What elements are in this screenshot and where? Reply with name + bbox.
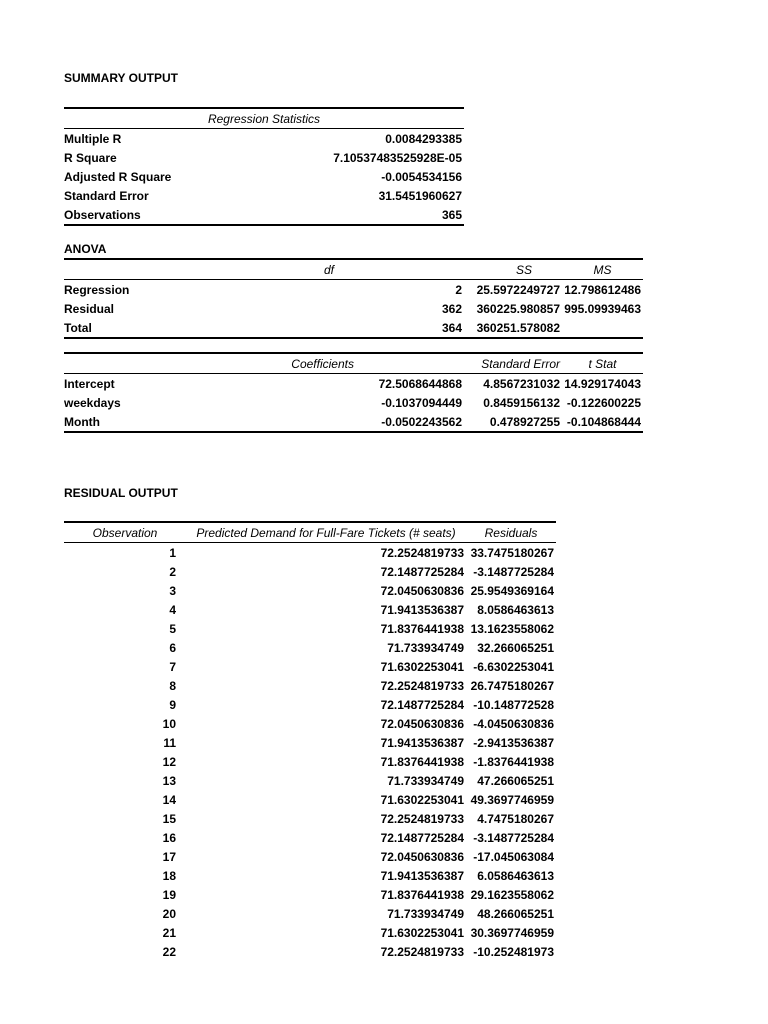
observation-number: 10 — [162, 716, 176, 731]
table-row — [64, 412, 643, 432]
table-row — [64, 885, 556, 904]
residual-output-title: RESIDUAL OUTPUT — [64, 486, 178, 500]
anova-ms: 12.798612486 — [564, 282, 641, 297]
anova-ms — [562, 318, 643, 338]
predicted-value: 72.1487725284 — [380, 830, 464, 845]
coef-value: -0.1037094449 — [381, 395, 462, 410]
observation-number: 16 — [162, 830, 176, 845]
anova-ss: 360225.980857 — [476, 301, 560, 316]
residual-value: -17.045063084 — [473, 849, 554, 864]
stat-value: 31.5451960627 — [378, 188, 462, 203]
coef-se: 0.478927255 — [464, 412, 562, 432]
observation-number: 7 — [169, 659, 176, 674]
stat-value: 7.10537483525928E-05 — [333, 150, 462, 165]
anova-row-label: Residual — [64, 301, 115, 316]
observation-number: 20 — [162, 906, 176, 921]
coef-se: 0.8459156132 — [483, 395, 560, 410]
residual-value: 25.9549369164 — [470, 583, 554, 598]
predicted-value: 72.2524819733 — [380, 678, 464, 693]
coef-row-label: weekdays — [64, 395, 121, 410]
coef-value: -0.0502243562 — [282, 412, 464, 432]
table-row — [64, 318, 643, 338]
table-row — [64, 676, 556, 695]
predicted-value: 72.2524819733 — [380, 944, 464, 959]
residual-value: -3.1487725284 — [473, 830, 554, 845]
predicted-value: 71.9413536387 — [380, 602, 464, 617]
coef-t: -0.122600225 — [566, 395, 641, 410]
table-row — [64, 809, 556, 828]
predicted-value: 72.0450630836 — [380, 716, 464, 731]
observation-number: 14 — [162, 792, 176, 807]
coef-header-t-stat: t Stat — [562, 353, 643, 374]
table-row — [64, 280, 643, 300]
table-row — [64, 790, 556, 809]
observation-number: 11 — [163, 735, 176, 750]
table-row — [64, 733, 556, 752]
stat-label: R Square — [64, 150, 117, 165]
residual-header-predicted: Predicted Demand for Full-Fare Tickets (# seats) — [186, 522, 466, 543]
table-row — [64, 771, 556, 790]
residual-header-residuals: Residuals — [466, 522, 556, 543]
observation-number: 18 — [162, 868, 176, 883]
observation-number: 15 — [162, 811, 176, 826]
coef-row-label: Month — [64, 412, 282, 432]
anova-header-blank — [64, 259, 282, 280]
table-row — [64, 393, 643, 412]
stat-value: 365 — [245, 205, 464, 225]
table-row — [64, 847, 556, 866]
table-row — [64, 752, 556, 771]
residual-value: 13.1623558062 — [470, 621, 554, 636]
predicted-value: 71.8376441938 — [380, 621, 464, 636]
observation-number: 9 — [169, 697, 176, 712]
anova-title: ANOVA — [64, 242, 107, 256]
coef-t: -0.104868444 — [562, 412, 643, 432]
summary-output-title: SUMMARY OUTPUT — [64, 71, 178, 85]
regression-statistics-header: Regression Statistics — [64, 108, 464, 129]
table-row — [64, 129, 464, 149]
predicted-value: 71.9413536387 — [380, 868, 464, 883]
observation-number: 5 — [169, 621, 176, 636]
table-row — [64, 186, 464, 205]
anova-row-label: Total — [64, 318, 282, 338]
stat-label: Adjusted R Square — [64, 169, 172, 184]
anova-df: 364 — [282, 318, 464, 338]
table-row — [64, 600, 556, 619]
coef-header-standard-error: Standard Error — [464, 353, 562, 374]
stat-label: Multiple R — [64, 131, 122, 146]
predicted-value: 71.9413536387 — [380, 735, 464, 750]
observation-number: 13 — [162, 773, 176, 788]
coef-value: 72.5068644868 — [378, 376, 462, 391]
residual-value: -1.8376441938 — [473, 754, 554, 769]
observation-number: 21 — [162, 925, 176, 940]
observation-number: 6 — [169, 640, 176, 655]
residual-value: 29.1623558062 — [470, 887, 554, 902]
predicted-value: 72.2524819733 — [380, 811, 464, 826]
predicted-value: 71.733934749 — [387, 906, 464, 921]
stat-value: -0.0054534156 — [381, 169, 462, 184]
observation-number: 17 — [162, 849, 176, 864]
coef-header-coefficients: Coefficients — [282, 353, 464, 374]
observation-number: 22 — [162, 944, 176, 959]
table-row — [64, 923, 556, 942]
residual-value: -2.9413536387 — [473, 735, 554, 750]
stat-label: Observations — [64, 205, 245, 225]
residual-value: 33.7475180267 — [470, 545, 554, 560]
residual-value: 49.3697746959 — [470, 792, 554, 807]
table-row — [64, 581, 556, 600]
coef-t: 14.929174043 — [564, 376, 641, 391]
residual-value: -3.1487725284 — [473, 564, 554, 579]
table-row — [64, 657, 556, 676]
coef-row-label: Intercept — [64, 376, 115, 391]
predicted-value: 72.0450630836 — [380, 849, 464, 864]
table-row — [64, 695, 556, 714]
anova-header-df: df — [282, 259, 464, 280]
anova-header-ss: SS — [464, 259, 562, 280]
table-row — [64, 562, 556, 581]
observation-number: 12 — [162, 754, 176, 769]
residual-header-observation: Observation — [64, 522, 186, 543]
predicted-value: 71.6302253041 — [380, 792, 464, 807]
stat-label: Standard Error — [64, 188, 149, 203]
table-row — [64, 942, 556, 961]
table-row — [64, 299, 643, 318]
residual-rows — [64, 543, 556, 962]
table-row — [64, 374, 643, 394]
observation-number: 2 — [169, 564, 176, 579]
table-row — [64, 619, 556, 638]
residual-value: 30.3697746959 — [470, 925, 554, 940]
predicted-value: 71.6302253041 — [380, 659, 464, 674]
observation-number: 3 — [169, 583, 176, 598]
table-row — [64, 866, 556, 885]
observation-number: 1 — [169, 545, 176, 560]
observation-number: 19 — [162, 887, 176, 902]
residual-value: 4.7475180267 — [477, 811, 554, 826]
anova-header-ms: MS — [562, 259, 643, 280]
residual-value: -10.252481973 — [473, 944, 554, 959]
table-row — [64, 714, 556, 733]
residual-value: 32.266065251 — [477, 640, 554, 655]
anova-df: 2 — [455, 282, 462, 297]
predicted-value: 72.1487725284 — [380, 564, 464, 579]
predicted-value: 72.1487725284 — [380, 697, 464, 712]
table-row — [64, 828, 556, 847]
anova-df: 362 — [441, 301, 462, 316]
residual-value: 26.7475180267 — [470, 678, 554, 693]
table-row — [64, 904, 556, 923]
predicted-value: 72.0450630836 — [380, 583, 464, 598]
table-row — [64, 205, 464, 225]
coef-header-blank — [64, 353, 282, 374]
residual-value: 48.266065251 — [477, 906, 554, 921]
stat-value: 0.0084293385 — [385, 131, 462, 146]
predicted-value: 71.8376441938 — [380, 887, 464, 902]
anova-ms: 995.09939463 — [564, 301, 641, 316]
residual-output-table — [64, 521, 556, 961]
residual-value: 6.0586463613 — [477, 868, 554, 883]
coef-se: 4.8567231032 — [483, 376, 560, 391]
anova-ss: 25.5972249727 — [476, 282, 560, 297]
observation-number: 8 — [169, 678, 176, 693]
residual-value: -4.0450630836 — [473, 716, 554, 731]
predicted-value: 72.2524819733 — [380, 545, 464, 560]
coefficients-table — [64, 352, 643, 433]
table-row — [64, 167, 464, 186]
table-row — [64, 543, 556, 563]
predicted-value: 71.733934749 — [387, 640, 464, 655]
predicted-value: 71.8376441938 — [380, 754, 464, 769]
anova-table — [64, 258, 643, 339]
anova-ss: 360251.578082 — [464, 318, 562, 338]
predicted-value: 71.6302253041 — [380, 925, 464, 940]
observation-number: 4 — [169, 602, 176, 617]
residual-value: 8.0586463613 — [477, 602, 554, 617]
table-row — [64, 638, 556, 657]
residual-value: -10.148772528 — [473, 697, 554, 712]
table-row — [64, 148, 464, 167]
regression-statistics-table — [64, 107, 464, 226]
residual-value: -6.6302253041 — [473, 659, 554, 674]
residual-value: 47.266065251 — [477, 773, 554, 788]
predicted-value: 71.733934749 — [387, 773, 464, 788]
anova-row-label: Regression — [64, 282, 130, 297]
